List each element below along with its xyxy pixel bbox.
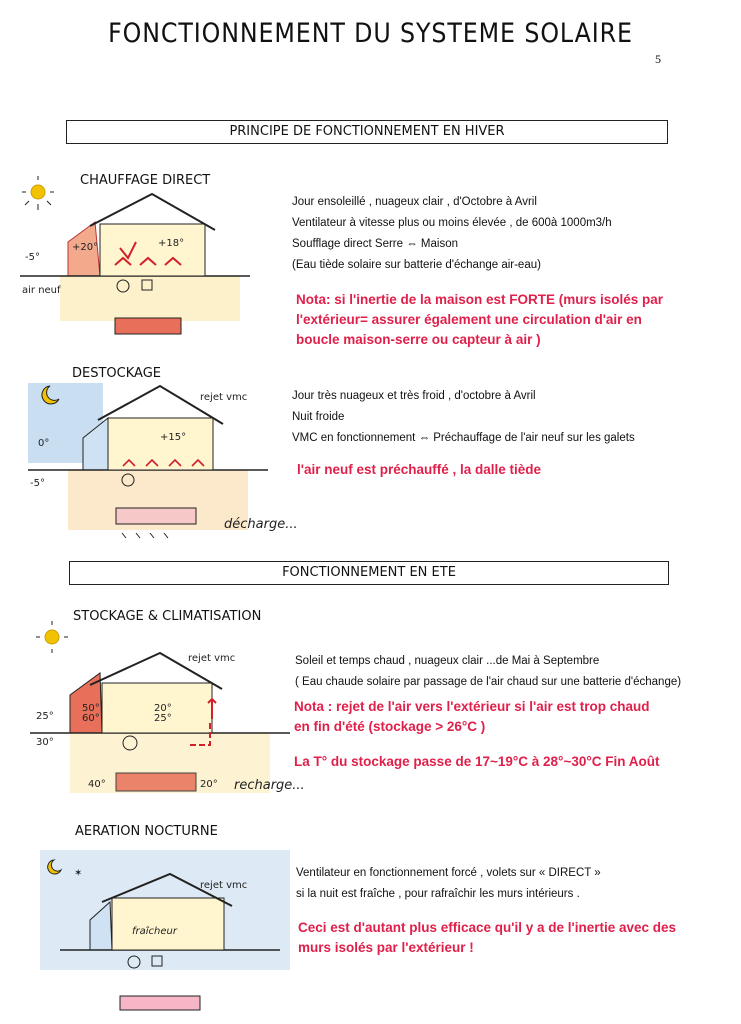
svg-text:-5°: -5° — [25, 252, 40, 263]
night-ventilation-diagram — [40, 850, 310, 1020]
svg-text:rejet vmc: rejet vmc — [188, 653, 236, 664]
sun-icon — [36, 621, 68, 653]
destock-diagram — [28, 378, 308, 548]
winter-banner: PRINCIPE DE FONCTIONNEMENT EN HIVER — [66, 120, 668, 144]
storage-heading: STOCKAGE & CLIMATISATION — [73, 609, 262, 624]
page-number: 5 — [655, 52, 661, 66]
svg-text:25°: 25° — [36, 711, 54, 722]
svg-text:60°: 60° — [82, 713, 100, 724]
sun-icon — [22, 176, 54, 210]
svg-text:air neuf: air neuf — [22, 285, 61, 296]
svg-text:décharge...: décharge... — [224, 517, 298, 532]
storage-note-2: en fin d'été (stockage > 26°C ) — [294, 719, 486, 734]
svg-text:20°: 20° — [200, 779, 218, 790]
svg-text:20°: 20° — [154, 703, 172, 714]
storage-note2-1: La T° du stockage passe de 17~19°C à 28°~30°C Fin Août — [294, 754, 660, 769]
svg-text:40°: 40° — [88, 779, 106, 790]
svg-text:rejet vmc: rejet vmc — [200, 392, 248, 403]
destock-line-1: Jour très nuageux et très froid , d'octobre à Avril — [292, 390, 536, 402]
summer-banner: FONCTIONNEMENT EN ETE — [69, 561, 669, 585]
direct-note-1: Nota: si l'inertie de la maison est FORTE (murs isolés par — [296, 292, 664, 307]
destock-line-2: Nuit froide — [292, 411, 345, 423]
direct-heating-heading: CHAUFFAGE DIRECT — [80, 173, 211, 188]
storage-line-1: Soleil et temps chaud , nuageux clair ...de Mai à Septembre — [295, 655, 600, 667]
direct-note-3: boucle maison-serre ou capteur à air ) — [296, 332, 541, 347]
svg-text:✶: ✶ — [74, 868, 83, 879]
night-description — [296, 863, 601, 905]
storage-note — [294, 697, 650, 737]
direct-heating-note — [296, 290, 663, 350]
night-note-2: murs isolés par l'extérieur ! — [298, 940, 474, 955]
svg-text:30°: 30° — [36, 737, 54, 748]
svg-text:0°: 0° — [38, 438, 50, 449]
storage-line-2: ( Eau chaude solaire par passage de l'air chaud sur une batterie d'échange) — [295, 676, 682, 688]
night-line-2: si la nuit est fraîche , pour rafraîchir les murs intérieurs . — [296, 888, 580, 900]
destock-heading: DESTOCKAGE — [72, 366, 161, 381]
night-note-1: Ceci est d'autant plus efficace qu'il y a de l'inertie avec des — [298, 920, 677, 935]
storage-note-1: Nota : rejet de l'air vers l'extérieur si l'air est trop chaud — [294, 699, 650, 714]
svg-text:50°: 50° — [82, 703, 100, 714]
storage-diagram — [30, 625, 320, 800]
direct-line-2: Ventilateur à vitesse plus ou moins élevée , de 600à 1000m3/h — [292, 217, 612, 229]
svg-text:-5°: -5° — [30, 478, 45, 489]
svg-text:recharge...: recharge... — [234, 778, 305, 793]
destock-description — [292, 386, 635, 449]
destock-note-1: l'air neuf est préchauffé , la dalle tiède — [297, 462, 542, 477]
svg-text:+20°: +20° — [72, 242, 99, 253]
night-heading: AERATION NOCTURNE — [75, 824, 218, 839]
destock-note — [297, 460, 541, 480]
svg-text:+15°: +15° — [160, 432, 187, 443]
storage-description — [295, 651, 681, 693]
night-note — [298, 918, 676, 958]
storage-note-temperature — [294, 752, 659, 772]
direct-line-1: Jour ensoleillé , nuageux clair , d'Octobre à Avril — [292, 196, 537, 208]
direct-line-4: (Eau tiède solaire sur batterie d'échange air-eau) — [292, 259, 541, 271]
svg-text:25°: 25° — [154, 713, 172, 724]
direct-heating-description — [292, 192, 612, 276]
direct-line-3: Soufflage direct Serre ⇔ Maison — [292, 238, 458, 250]
svg-text:rejet vmc: rejet vmc — [200, 880, 248, 891]
page-title: FONCTIONNEMENT DU SYSTEME SOLAIRE — [108, 18, 633, 49]
night-line-1: Ventilateur en fonctionnement forcé , volets sur « DIRECT » — [296, 867, 601, 879]
destock-line-3: VMC en fonctionnement ⇔ Préchauffage de l'air neuf sur les galets — [292, 432, 635, 444]
svg-text:+18°: +18° — [158, 238, 185, 249]
direct-note-2: l'extérieur= assurer également une circulation d'air en — [296, 312, 642, 327]
direct-heating-diagram — [20, 180, 280, 340]
svg-text:fraîcheur: fraîcheur — [132, 926, 177, 937]
